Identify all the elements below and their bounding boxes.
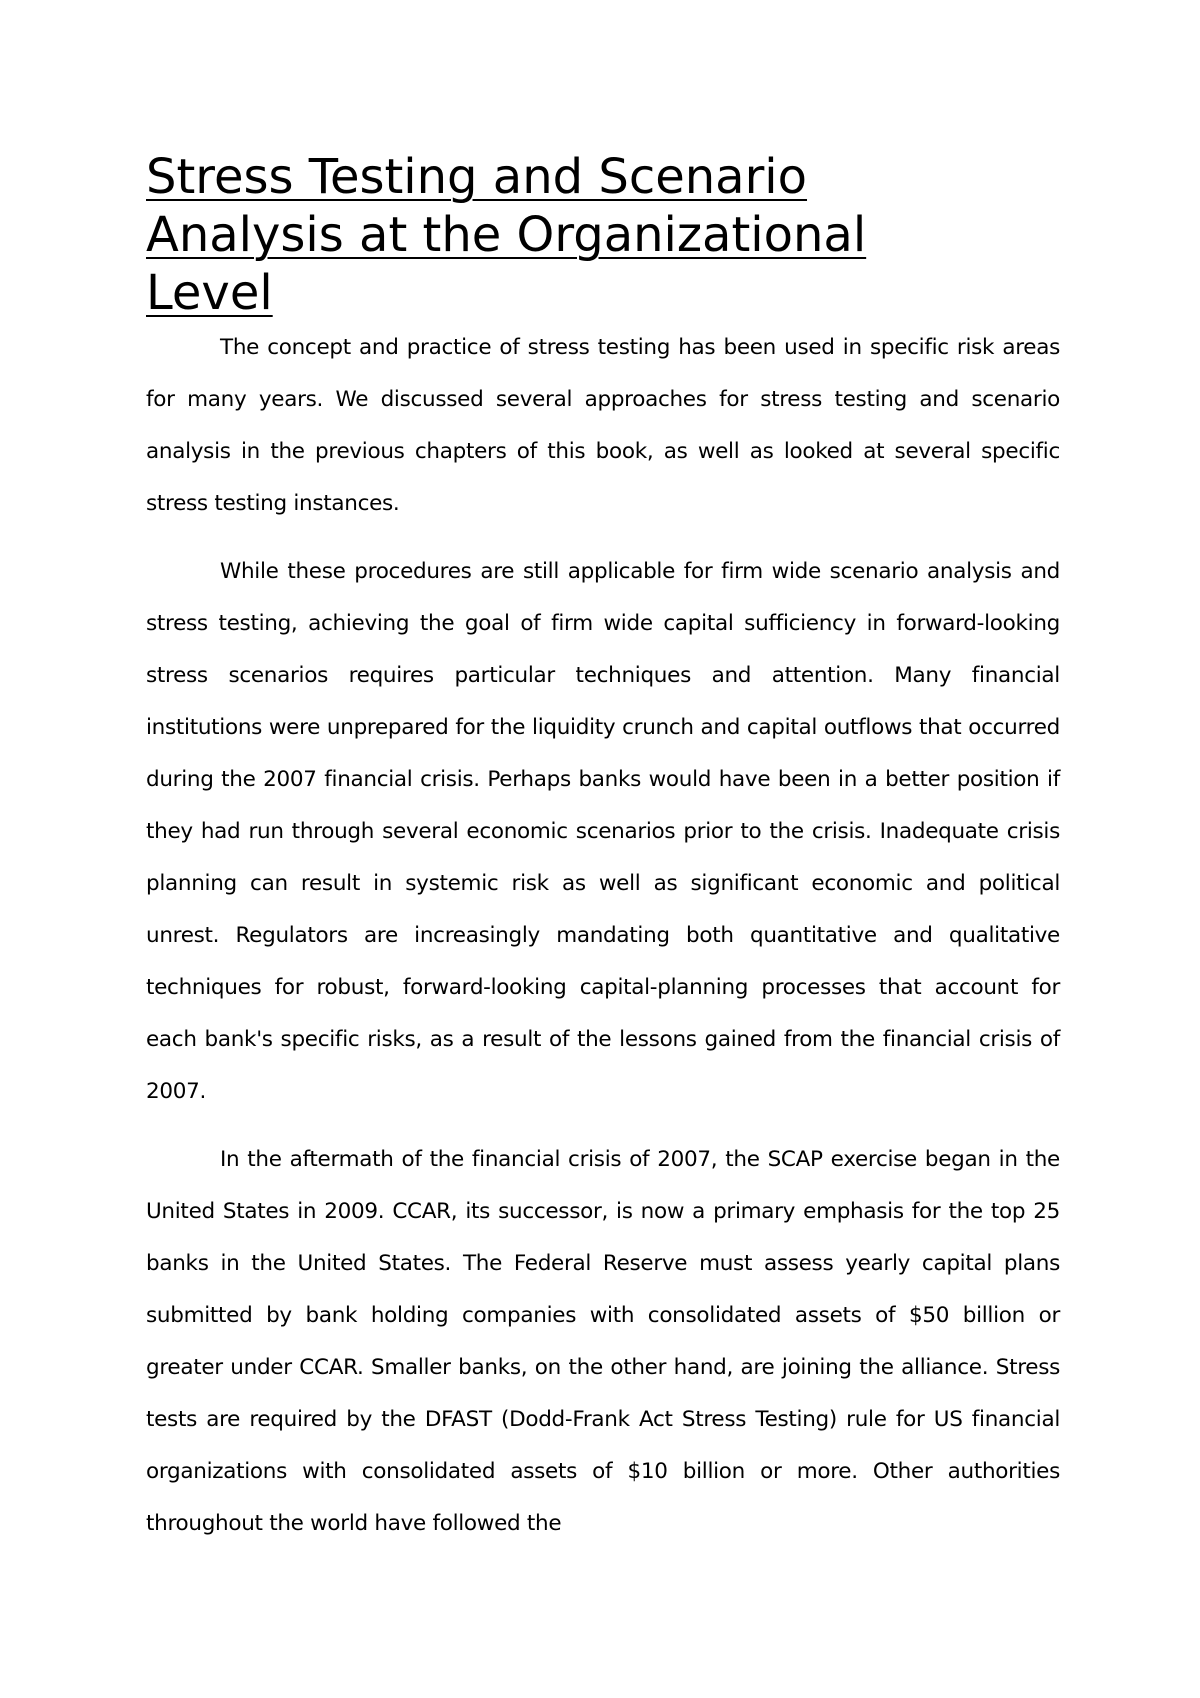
paragraph-3: In the aftermath of the financial crisis of 2007, the SCAP exercise began in the United States in 2009. CCAR, its successor, is now a primary emphasis for the top 25 banks in the United States. The Federal Reserve must assess yearly capital plans submitted by bank holding companies with consolidated assets of $50 billion or greater under CCAR. Smaller banks, on the other hand, are joining the alliance. Stress tests are required by the DFAST (Dodd-Frank Act Stress Testing) rule for US financial organizations with consolidated assets of $10 billion or more. Other authorities throughout the world have followed the — [146, 1147, 1060, 1536]
paragraph-1: The concept and practice of stress testing has been used in specific risk areas for many years. We discussed several approaches for stress testing and scenario analysis in the previous chapters of this book, as well as looked at several specific stress testing instances. — [146, 335, 1060, 516]
document-body — [146, 148, 1060, 1550]
paragraph-2: While these procedures are still applicable for firm wide scenario analysis and stress testing, achieving the goal of firm wide capital sufficiency in forward-looking stress scenarios requires particular techniques and attention. Many financial institutions were unprepared for the liquidity crunch and capital outflows that occurred during the 2007 financial crisis. Perhaps banks would have been in a better position if they had run through several economic scenarios prior to the crisis. Inadequate crisis planning can result in systemic risk as well as significant economic and political unrest. Regulators are increasingly mandating both quantitative and qualitative techniques for robust, forward-looking capital-planning processes that account for each bank's specific risks, as a result of the lessons gained from the financial crisis of 2007. — [146, 559, 1060, 1104]
document-title: Stress Testing and Scenario Analysis at the Organizational Level — [146, 149, 867, 321]
